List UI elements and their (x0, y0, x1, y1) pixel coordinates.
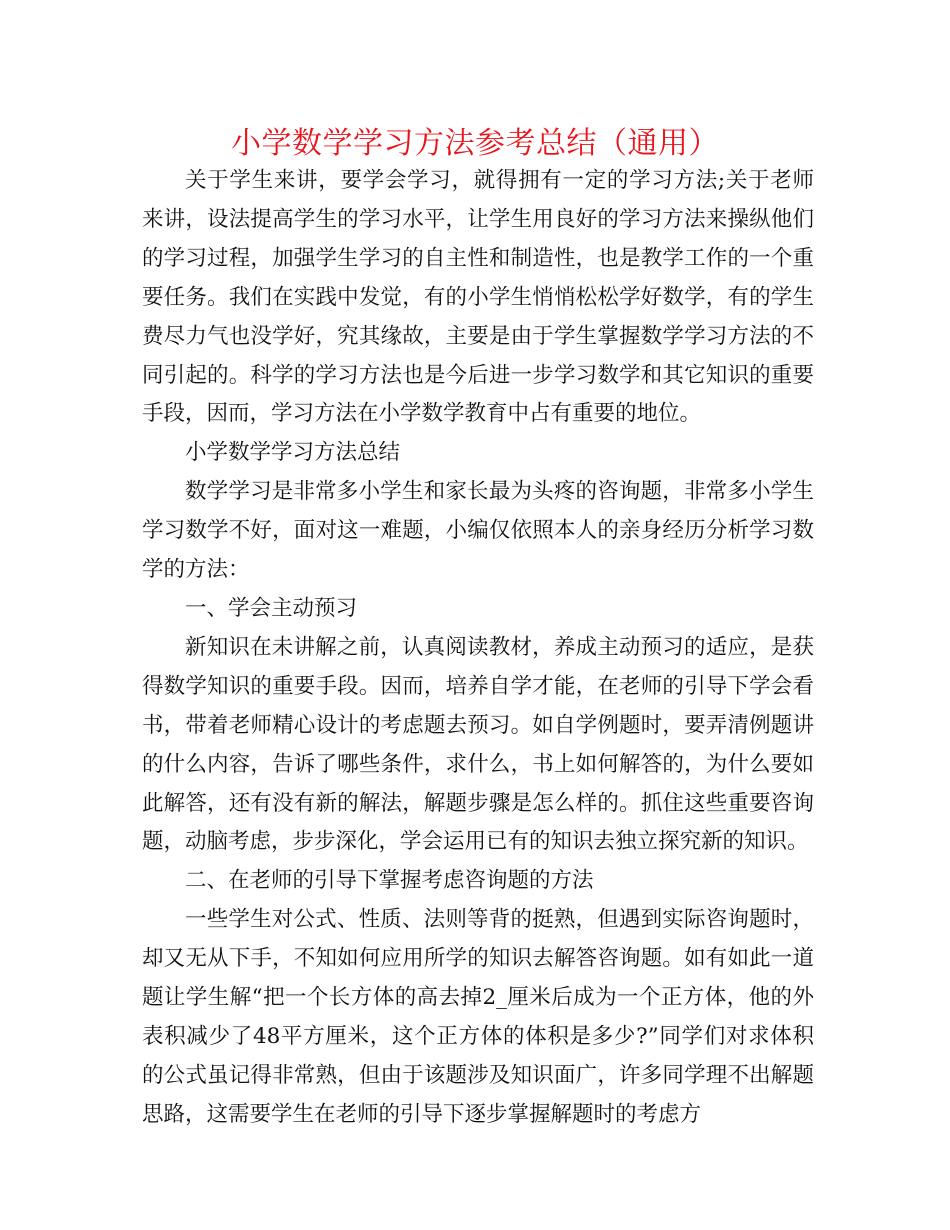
paragraph-section-1: 新知识在未讲解之前，认真阅读教材，养成主动预习的适应，是获得数学知识的重要手段。因而，培养自学才能，在老师的引导下学会看书，带着老师精心设计的考虑题去预习。如自学例题时，要弄清例题讲的什么内容，告诉了哪些条件，求什么，书上如何解答的，为什么要如此解答，还有没有新的解法，解题步骤是怎么样的。抓住这些重要咨询题，动脑考虑，步步深化，学会运用已有的知识去独立探究新的知识。 (142, 634, 814, 855)
paragraph-intro: 关于学生来讲，要学会学习，就得拥有一定的学习方法;关于老师来讲，设法提高学生的学习水平，让学生用良好的学习方法来操纵他们的学习过程，加强学生学习的自主性和制造性，也是教学工作的一个重要任务。我们在实践中发觉，有的小学生悄悄松松学好数学，有的学生费尽力气也没学好，究其缘故，主要是由于学生掌握数学学习方法的不同引起的。科学的学习方法也是今后进一步学习数学和其它知识的重要手段，因而，学习方法在小学数学教育中占有重要的地位。 (142, 168, 814, 427)
document-body (142, 162, 814, 1135)
section-heading-2: 二、在老师的引导下掌握考虑咨询题的方法 (185, 868, 594, 894)
document-title: 小学数学学习方法参考总结（通用） (231, 126, 719, 161)
paragraph-background: 数学学习是非常多小学生和家长最为头疼的咨询题，非常多小学生学习数学不好，面对这一难题，小编仅依照本人的亲身经历分析学习数学的方法： (142, 479, 814, 583)
paragraph-subtitle: 小学数学学习方法总结 (185, 440, 401, 466)
paragraph-section-2: 一些学生对公式、性质、法则等背的挺熟，但遇到实际咨询题时，却又无从下手，不知如何应用所学的知识去解答咨询题。如有如此一道题让学生解“把一个长方体的高去掉2_厘米后成为一个正方体，他的外表积减少了48平方厘米，这个正方体的体积是多少?”同学们对求体积的公式虽记得非常熟，但由于该题涉及知识面广，许多同学理不出解题思路，这需要学生在老师的引导下逐步掌握解题时的考虑方 (142, 907, 814, 1127)
section-heading-1: 一、学会主动预习 (185, 595, 358, 621)
